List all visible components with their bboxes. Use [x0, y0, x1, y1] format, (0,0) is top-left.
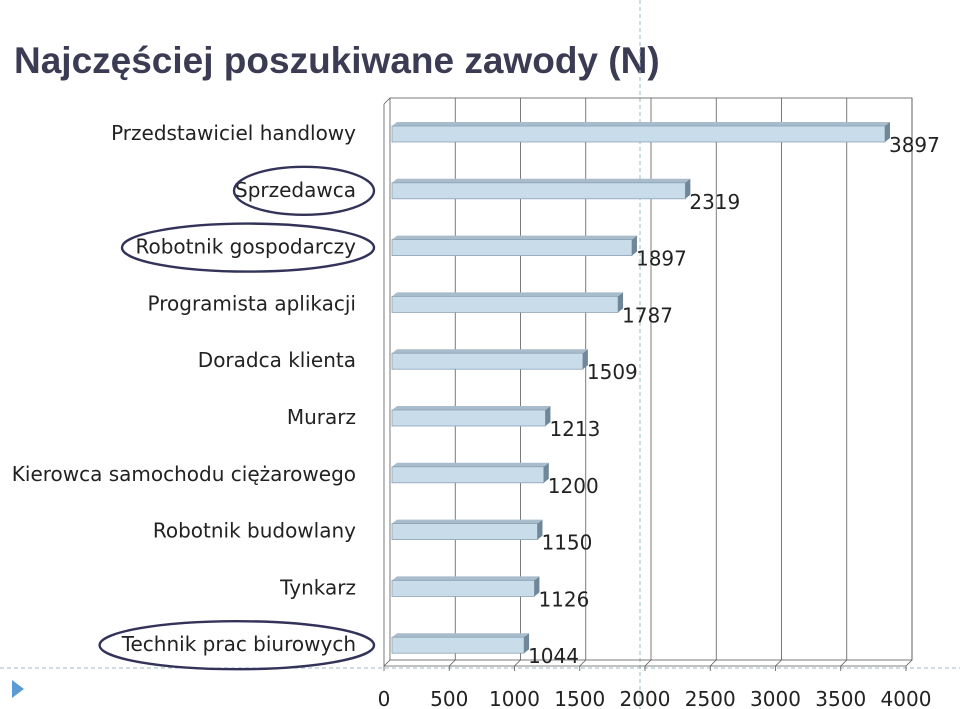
floor-line: [384, 660, 390, 666]
bar-top: [392, 179, 690, 183]
x-tick-label: 500: [430, 687, 469, 709]
bar: [392, 580, 534, 596]
category-label: Doradca klienta: [197, 348, 356, 373]
bar: [392, 524, 537, 540]
bar-top: [392, 406, 550, 410]
bar-top: [392, 236, 637, 240]
bar-top: [392, 463, 549, 467]
category-label: Technik prac biurowych: [121, 632, 356, 657]
value-label: 1787: [622, 303, 673, 328]
bar: [392, 296, 618, 312]
bar-top: [392, 292, 623, 296]
x-tick-label: 3500: [815, 687, 867, 709]
category-label: Robotnik gospodarczy: [135, 234, 356, 259]
floor-line: [515, 660, 521, 666]
floor-line: [710, 660, 716, 666]
x-tick-label: 2500: [684, 687, 736, 709]
category-label: Robotnik budowlany: [152, 518, 356, 543]
category-label: Sprzedawca: [235, 177, 356, 202]
bar: [392, 353, 583, 369]
value-labels: [528, 133, 940, 668]
chart-bars: [392, 122, 890, 653]
value-label: 3897: [888, 133, 940, 157]
depth-line: [384, 98, 390, 104]
value-label: 1044: [528, 644, 579, 669]
bar-top: [392, 633, 529, 637]
bar: [392, 126, 885, 142]
floor-line: [776, 660, 782, 666]
x-tick-label: 0: [377, 687, 391, 709]
bar: [392, 637, 524, 653]
value-label: 1509: [586, 360, 638, 385]
bar-top: [392, 349, 588, 353]
bar-top: [392, 122, 890, 126]
category-label: Murarz: [286, 405, 356, 429]
value-label: 1213: [549, 417, 601, 441]
floor-line: [449, 660, 455, 666]
floor-line: [841, 660, 847, 666]
value-label: 1126: [538, 587, 590, 612]
bar: [392, 467, 544, 483]
chart-title: Najczęściej poszukiwane zawody (N): [14, 40, 660, 81]
value-label: 2319: [689, 189, 741, 214]
x-tick-label: 1000: [489, 687, 540, 709]
value-label: 1200: [547, 473, 599, 498]
x-tick-label: 1500: [554, 687, 606, 709]
value-label: 1897: [635, 246, 687, 271]
x-tick-labels: [378, 687, 932, 709]
category-labels: [12, 121, 356, 656]
bar: [392, 183, 685, 199]
x-tick-label: 4000: [880, 687, 932, 709]
x-tick-label: 3000: [750, 687, 801, 709]
floor-line: [906, 660, 912, 666]
bar: [392, 240, 632, 256]
floor-line: [645, 660, 651, 666]
category-label: Kierowca samochodu ciężarowego: [11, 461, 356, 486]
bar-top: [392, 576, 539, 580]
triangle-bullet-icon: [12, 680, 24, 698]
x-tick-label: 2000: [619, 687, 671, 709]
value-label: 1150: [541, 530, 593, 555]
bar-top: [392, 520, 542, 524]
bar: [392, 410, 545, 426]
category-label: Przedstawiciel handlowy: [111, 121, 356, 145]
floor-line: [580, 660, 586, 666]
category-label: Programista aplikacji: [147, 291, 356, 316]
category-label: Tynkarz: [280, 575, 356, 600]
